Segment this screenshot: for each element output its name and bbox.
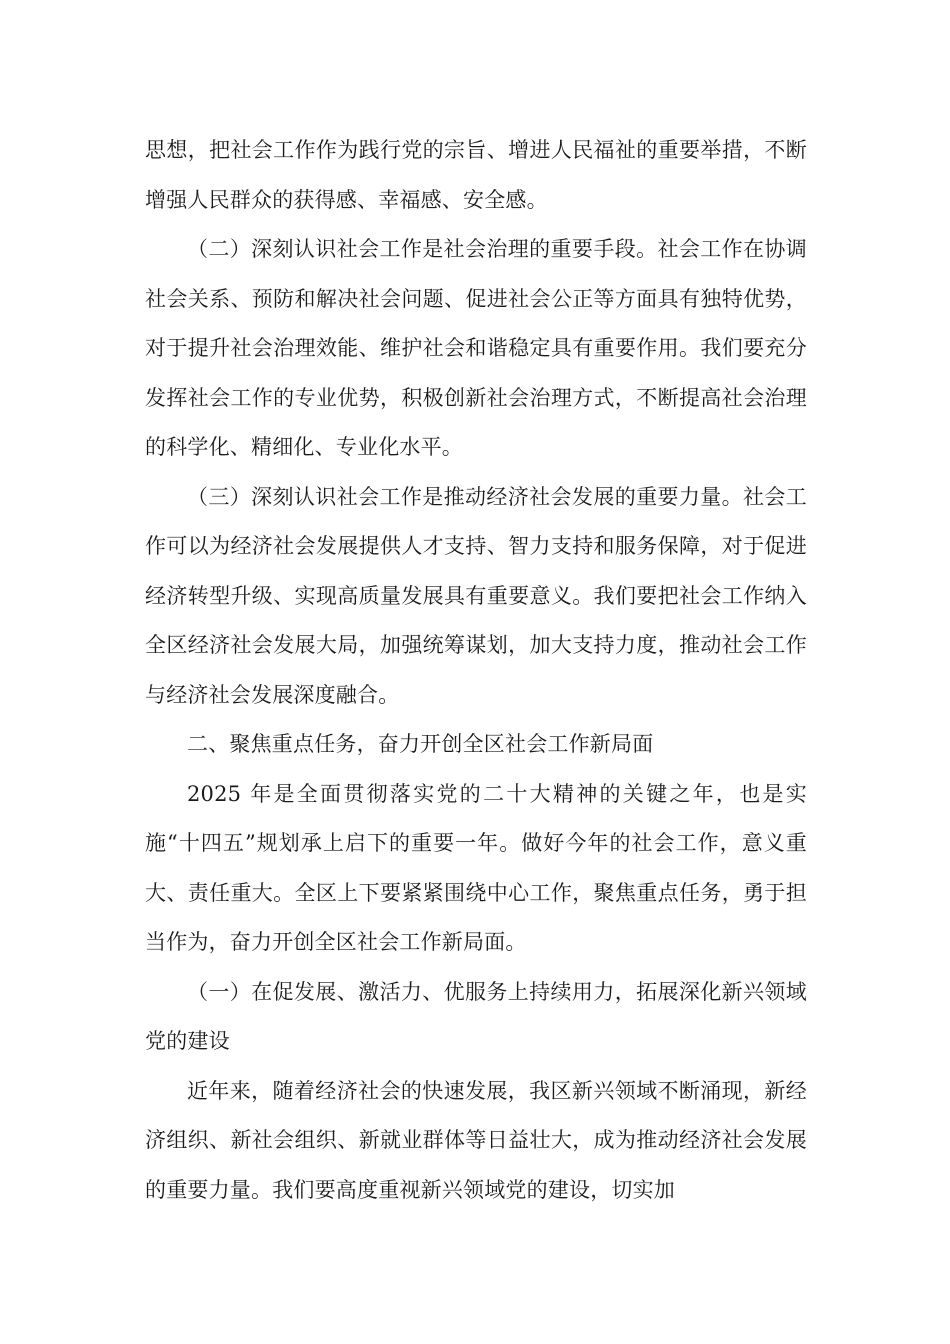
paragraph-2025-overview: 2025 年是全面贯彻落实党的二十大精神的关键之年，也是实施“十四五”规划承上启下的重要一年。做好今年的社会工作，意义重大、责任重大。全区上下要紧紧围绕中心工作，聚焦重点任务，勇于担当作为，奋力开创全区社会工作新局面。 (145, 781, 807, 954)
paragraph-section-two: （二）深刻认识社会工作是社会治理的重要手段。社会工作在协调社会关系、预防和解决社会问题、促进社会公正等方面具有独特优势，对于提升社会治理效能、维护社会和谐稳定具有重要作用。我们要充分发挥社会工作的专业优势，积极创新社会治理方式，不断提高社会治理的科学化、精细化、专业化水平。 (145, 237, 807, 459)
paragraph-emerging-fields: 近年来，随着经济社会的快速发展，我区新兴领域不断涌现，新经济组织、新社会组织、新就业群体等日益壮大，成为推动经济社会发展的重要力量。我们要高度重视新兴领域党的建设，切实加 (145, 1078, 807, 1202)
document-body (145, 126, 807, 1215)
paragraph-continuation: 思想，把社会工作作为践行党的宗旨、增进人民福祉的重要举措，不断增强人民群众的获得感、幸福感、安全感。 (145, 138, 807, 212)
paragraph-section-three: （三）深刻认识社会工作是推动经济社会发展的重要力量。社会工作可以为经济社会发展提供人才支持、智力支持和服务保障，对于促进经济转型升级、实现高质量发展具有重要意义。我们要把社会工作纳入全区经济社会发展大局，加强统筹谋划，加大支持力度，推动社会工作与经济社会发展深度融合。 (145, 484, 807, 707)
section-heading-2: 二、聚焦重点任务，奋力开创全区社会工作新局面 (187, 732, 654, 756)
subsection-heading-1: （一）在促发展、激活力、优服务上持续用力，拓展深化新兴领域党的建设 (145, 979, 807, 1053)
